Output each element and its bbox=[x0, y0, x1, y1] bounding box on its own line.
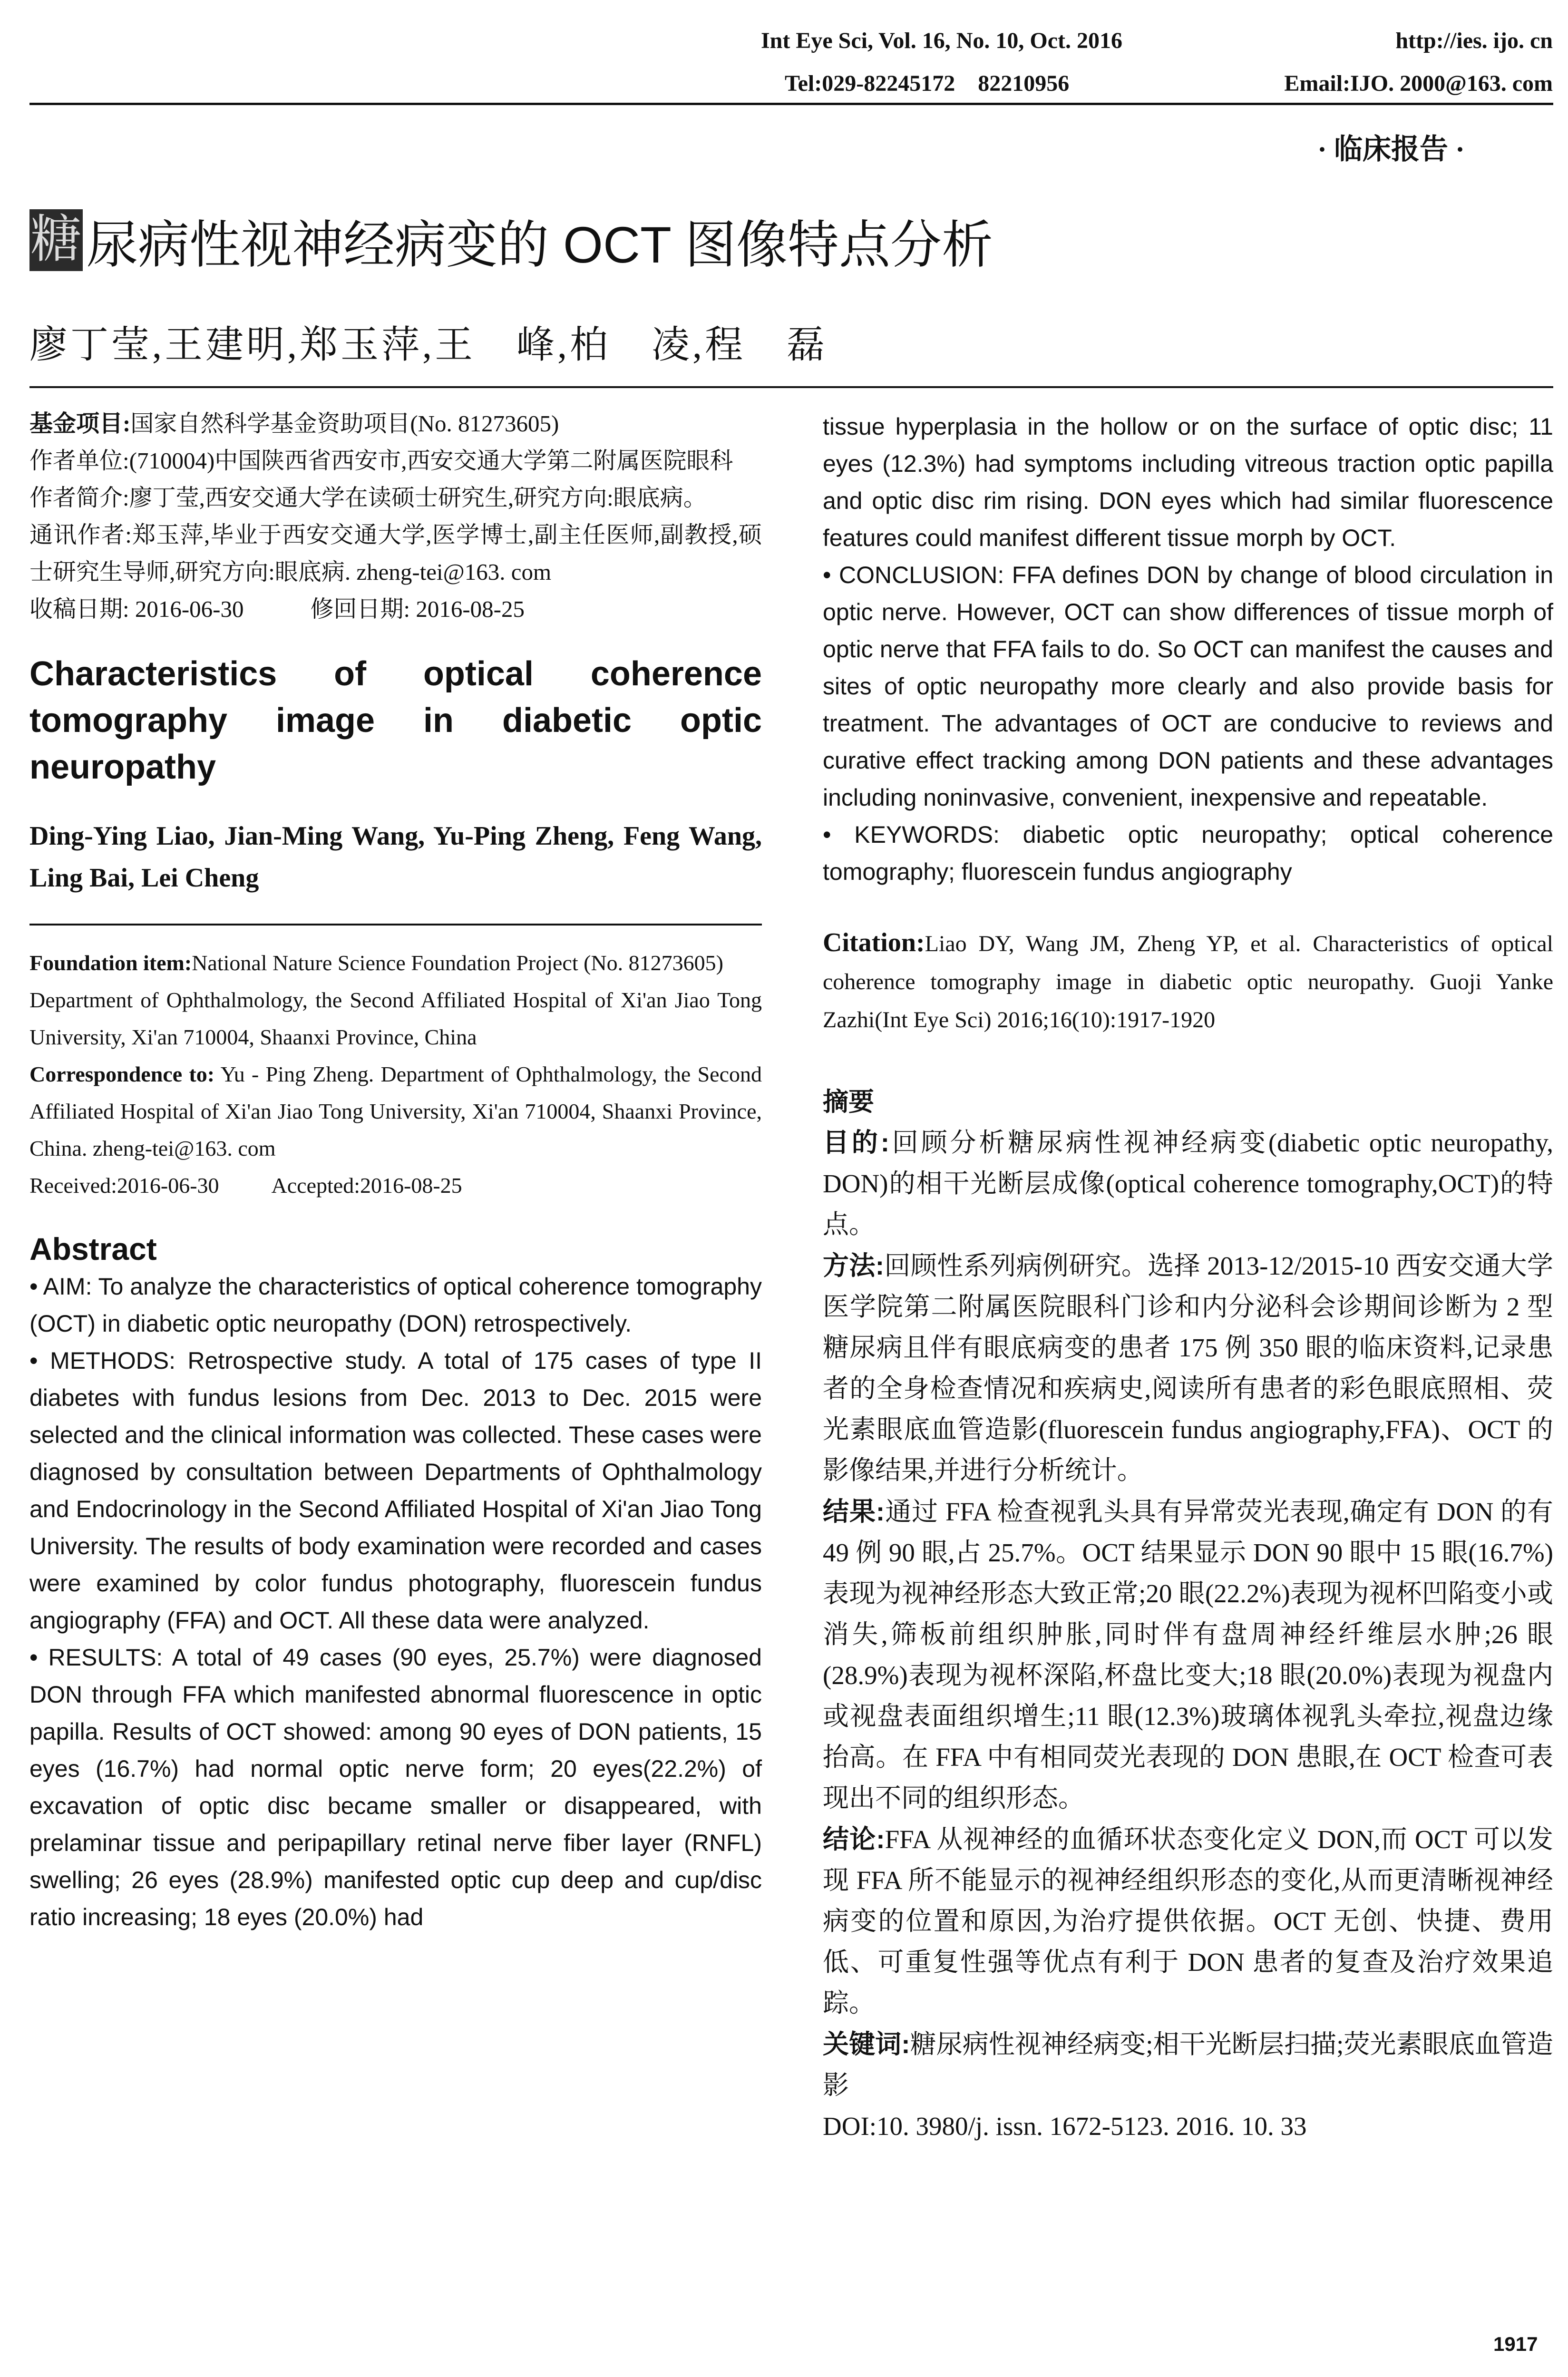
unit-cn: 作者单位:(710004)中国陕西省西安市,西安交通大学第二附属医院眼科 bbox=[29, 448, 733, 474]
corr-cn: 通讯作者:郑玉萍,毕业于西安交通大学,医学博士,副主任医师,副教授,硕士研究生导师,研究方向:眼底病. zheng-tei@163. com bbox=[29, 522, 762, 585]
abstract-conclusion: • CONCLUSION: FFA defines DON by change of blood circulation in optic nerve. However, OCT can show differences of tissue morph of optic nerve that FFA fails to do. So OCT can manifest the causes and sites of optic neuropathy more clearly and also provide basis for treatment. The advantages of OCT are conducive to reviews and curative effect tracking among DON patients and these advantages including noninvasive, convenient, inexpensive and repeatable. bbox=[823, 562, 1553, 811]
doi: DOI:10. 3980/j. issn. 1672-5123. 2016. 10. 33 bbox=[823, 2112, 1307, 2141]
foundation-en: Foundation item:National Nature Science Foundation Project (No. 81273605) bbox=[29, 951, 723, 975]
section-label: · 临床报告 · bbox=[1317, 134, 1465, 165]
left-column bbox=[29, 405, 762, 1936]
journal-header-line-1 bbox=[761, 28, 1553, 54]
abstract-results-part1: • RESULTS: A total of 49 cases (90 eyes, 25.7%) were diagnosed DON through FFA which manifested abnormal fluorescence in optic papilla. Results of OCT showed: among 90 eyes of DON patients, 15 eyes (16.7%) had normal optic nerve form; 20 eyes(22.2%) of excavation of optic disc became smaller or disappeared, with prelaminar tissue and peripapillary retinal nerve fiber layer (RNFL) swelling; 26 eyes (28.9%) manifested optic cup deep and cup/disc ratio increasing; 18 eyes (20.0%) had bbox=[29, 1644, 762, 1930]
fund-cn: 基金项目:国家自然科学基金资助项目(No. 81273605) bbox=[29, 410, 559, 437]
abstract-results-part2: tissue hyperplasia in the hollow or on the surface of optic disc; 11 eyes (12.3%) had symptoms including vitreous traction optic papilla and optic disc rim rising. DON eyes which had similar fluorescence features could manifest different tissue morph by OCT. bbox=[823, 413, 1553, 551]
journal-header-line-2 bbox=[785, 70, 1553, 97]
dates-en: Received:2016-06-30 Accepted:2016-08-25 bbox=[29, 1173, 462, 1198]
title-rule bbox=[29, 386, 1553, 388]
chinese-title bbox=[29, 205, 993, 276]
abstract-methods: • METHODS: Retrospective study. A total of 175 cases of type II diabetes with fundus lesions from Dec. 2013 to Dec. 2015 were selected and the clinical information was collected. These cases were diagnosed by consultation between Departments of Ophthalmology and Endocrinology in the Second Affiliated Hospital of Xi'an Jiao Tong University. The results of body examination were recorded and cases were examined by color fundus photography, fluorescein fundus angiography (FFA) and OCT. All these data were analyzed. bbox=[29, 1347, 762, 1634]
header-rule bbox=[29, 103, 1553, 105]
page-number: 1917 bbox=[1493, 2333, 1538, 2355]
abstract-heading: Abstract bbox=[29, 1231, 157, 1266]
chinese-results: 结果:通过 FFA 检查视乳头具有异常荧光表现,确定有 DON 的有 49 例 90 眼,占 25.7%。OCT 结果显示 DON 90 眼中 15 眼(16.7%)表现为视神经形态大致正常;20 眼(22.2%)表现为视杯凹陷变小或消失,筛板前组织肿胀,同时伴有盘周神经纤维层水肿;26 眼(28.9%)表现为视杯深陷,杯盘比变大;18 眼(20.0%)表现为视盘内或视盘表面组织增生;11 眼(12.3%)玻璃体视乳头牵拉,视盘边缘抬高。在 FFA 中有相同荧光表现的 DON 患眼,在 OCT 检查可表现出不同的组织形态。 bbox=[823, 1497, 1553, 1812]
english-title: Characteristics of optical coherence tomography image in diabetic optic neuropathy bbox=[29, 655, 762, 786]
journal-email: Email:IJO. 2000@163. com bbox=[1284, 71, 1553, 96]
title-rest: 尿病性视神经病变的 OCT 图像特点分析 bbox=[87, 215, 993, 273]
chinese-authors: 廖丁莹,王建明,郑玉萍,王 峰,柏 凌,程 磊 bbox=[29, 324, 828, 366]
journal-citation: Int Eye Sci, Vol. 16, No. 10, Oct. 2016 bbox=[761, 28, 1123, 53]
title-first-char: 糖 bbox=[29, 209, 83, 271]
english-authors: Ding-Ying Liao, Jian-Ming Wang, Yu-Ping Zheng, Feng Wang, Ling Bai, Lei Cheng bbox=[29, 821, 762, 893]
chinese-abstract-heading: 摘要 bbox=[823, 1088, 874, 1116]
department-en: Department of Ophthalmology, the Second Affiliated Hospital of Xi'an Jiao Tong University, Xi'an 710004, Shaanxi Province, China bbox=[29, 988, 762, 1049]
citation: Citation:Liao DY, Wang JM, Zheng YP, et al. Characteristics of optical coherence tomography image in diabetic optic neuropathy. Guoji Yanke Zazhi(Int Eye Sci) 2016;16(10):1917-1920 bbox=[823, 928, 1553, 1033]
chinese-methods: 方法:回顾性系列病例研究。选择 2013-12/2015-10 西安交通大学医学院第二附属医院眼科门诊和内分泌科会诊期间诊断为 2 型糖尿病且伴有眼底病变的患者 175 例 350 眼的临床资料,记录患者的全身检查情况和疾病史,阅读所有患者的彩色眼底照相、荧光素眼底血管造影(fluorescein fundus angiography,FFA)、OCT 的影像结果,并进行分析统计。 bbox=[823, 1251, 1553, 1485]
correspondence-en: Correspondence to: Yu - Ping Zheng. Department of Ophthalmology, the Second Affiliated Hospital of Xi'an Jiao Tong University, Xi'an 710004, Shaanxi Province, China. zheng-tei@163. com bbox=[29, 1062, 762, 1160]
authors-rule bbox=[29, 924, 762, 925]
right-column bbox=[823, 408, 1553, 2147]
chinese-conclusion: 结论:FFA 从视神经的血循环状态变化定义 DON,而 OCT 可以发现 FFA 所不能显示的视神经组织形态的变化,从而更清晰视神经病变的位置和原因,为治疗提供依据。OCT 无创、快捷、费用低、可重复性强等优点有利于 DON 患者的复查及治疗效果追踪。 bbox=[823, 1824, 1553, 2017]
abstract-keywords: • KEYWORDS: diabetic optic neuropathy; optical coherence tomography; fluorescein fundus angiography bbox=[823, 821, 1553, 885]
journal-url: http://ies. ijo. cn bbox=[1395, 28, 1553, 53]
bio-cn: 作者简介:廖丁莹,西安交通大学在读硕士研究生,研究方向:眼底病。 bbox=[29, 485, 707, 511]
dates-cn: 收稿日期: 2016-06-30 修回日期: 2016-08-25 bbox=[29, 596, 525, 622]
chinese-aim: 目的:回顾分析糖尿病性视神经病变(diabetic optic neuropathy, DON)的相干光断层成像(optical coherence tomography,OCT)的特点。 bbox=[823, 1128, 1553, 1239]
chinese-keywords: 关键词:糖尿病性视神经病变;相干光断层扫描;荧光素眼底血管造影 bbox=[823, 2029, 1553, 2100]
journal-tel: Tel:029-82245172 82210956 bbox=[785, 71, 1070, 96]
abstract-aim: • AIM: To analyze the characteristics of optical coherence tomography (OCT) in diabetic optic neuropathy (DON) retrospectively. bbox=[29, 1273, 762, 1337]
